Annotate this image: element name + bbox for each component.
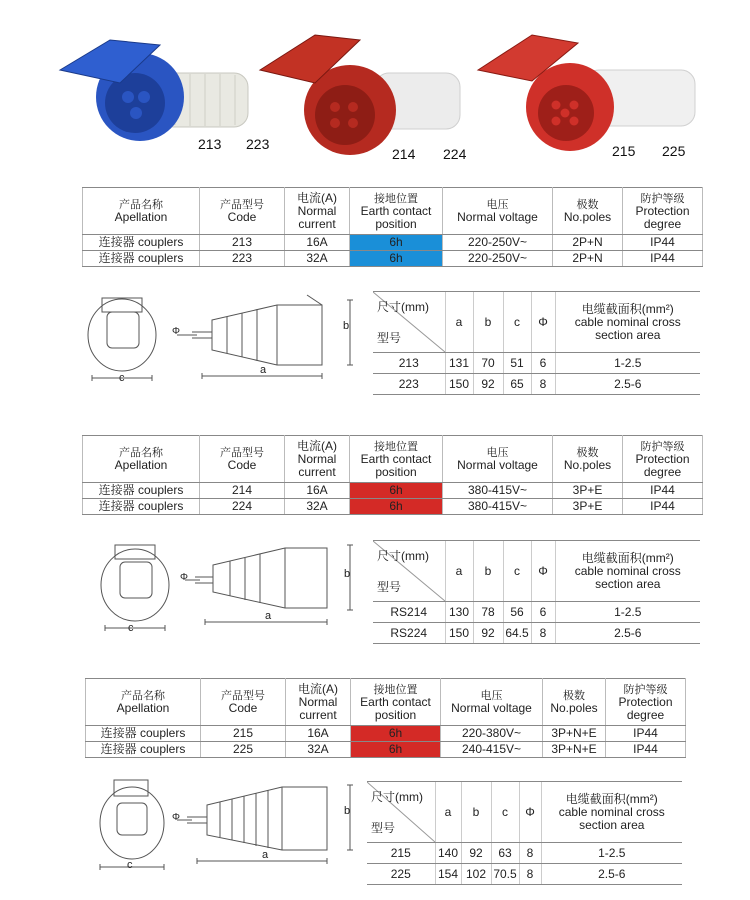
name-cell: 连接器 couplers (83, 499, 200, 515)
dimension-drawing-3 (92, 775, 372, 875)
apellation-header: 产品名称 Apellation (83, 436, 200, 483)
drawing-label-a: a (265, 610, 272, 622)
size-model-header: 尺寸(mm) 型号 (373, 541, 445, 602)
table-row (86, 742, 686, 758)
cable-header: 电缆截面积(mm²) cable nominal cross section area (555, 541, 700, 602)
poles-header: 极数 No.poles (553, 188, 623, 235)
model-cell: 215 (367, 843, 435, 864)
code-label-225: 225 (662, 143, 686, 159)
name-cell: 连接器 couplers (83, 483, 200, 499)
a-cell: 140 (435, 843, 461, 864)
phi-cell: 6 (531, 602, 555, 623)
poles-cell: 3P+E (553, 499, 623, 515)
c-cell: 64.5 (503, 623, 531, 644)
voltage-cell: 380-415V~ (443, 499, 553, 515)
b-cell: 78 (473, 602, 503, 623)
current-cell: 16A (285, 235, 350, 251)
product-photo-214-224 (255, 25, 465, 155)
drawing-label-b: b (344, 568, 351, 580)
name-cell: 连接器 couplers (83, 235, 200, 251)
table-row (373, 353, 700, 374)
ip-cell: IP44 (623, 235, 703, 251)
earth-cell: 6h (351, 742, 441, 758)
code-cell: 214 (200, 483, 285, 499)
table-row (83, 251, 703, 267)
b-cell: 92 (473, 623, 503, 644)
size-model-header: 尺寸(mm) 型号 (367, 782, 435, 843)
b-cell: 70 (473, 353, 503, 374)
cable-cell: 2.5-6 (555, 623, 700, 644)
code-label-214: 214 (392, 146, 416, 162)
phi-cell: 6 (531, 353, 555, 374)
name-cell: 连接器 couplers (86, 726, 201, 742)
model-cell: RS224 (373, 623, 445, 644)
poles-cell: 2P+N (553, 235, 623, 251)
poles-header: 极数 No.poles (553, 436, 623, 483)
apellation-header: 产品名称 Apellation (86, 679, 201, 726)
code-header: 产品型号 Code (201, 679, 286, 726)
spec-table-1 (82, 187, 703, 267)
voltage-header: 电压 Normal voltage (441, 679, 543, 726)
poles-cell: 2P+N (553, 251, 623, 267)
c-cell: 65 (503, 374, 531, 395)
drawing-label-phi: Φ (180, 572, 188, 583)
size-model-header: 尺寸(mm) 型号 (373, 292, 445, 353)
code-label-223: 223 (246, 136, 270, 152)
cable-cell: 1-2.5 (541, 843, 682, 864)
earth-cell: 6h (350, 235, 443, 251)
a-cell: 130 (445, 602, 473, 623)
table-row (83, 483, 703, 499)
protection-header: 防护等级 Protection degree (623, 436, 703, 483)
drawing-label-c: c (119, 372, 125, 384)
table-row (373, 602, 700, 623)
earth-header: 接地位置 Earth contact position (350, 188, 443, 235)
cable-cell: 2.5-6 (541, 864, 682, 885)
protection-header: 防护等级 Protection degree (606, 679, 686, 726)
drawing-label-phi: Φ (172, 326, 180, 337)
table-row (367, 843, 682, 864)
voltage-cell: 220-250V~ (443, 235, 553, 251)
name-cell: 连接器 couplers (86, 742, 201, 758)
cable-cell: 2.5-6 (555, 374, 700, 395)
voltage-header: 电压 Normal voltage (443, 436, 553, 483)
dim-header-row (373, 541, 700, 602)
current-header: 电流(A) Normal current (286, 679, 351, 726)
model-cell: 223 (373, 374, 445, 395)
cable-cell: 1-2.5 (555, 602, 700, 623)
ip-cell: IP44 (623, 483, 703, 499)
b-cell: 92 (461, 843, 491, 864)
code-header: 产品型号 Code (200, 188, 285, 235)
dimension-drawing-2 (95, 540, 375, 640)
b-cell: 102 (461, 864, 491, 885)
current-header: 电流(A) Normal current (285, 188, 350, 235)
phi-cell: 8 (531, 623, 555, 644)
a-cell: 154 (435, 864, 461, 885)
earth-header: 接地位置 Earth contact position (350, 436, 443, 483)
cable-cell: 1-2.5 (555, 353, 700, 374)
current-cell: 32A (285, 251, 350, 267)
dim-phi-header: Φ (519, 782, 541, 843)
dim-c-header: c (491, 782, 519, 843)
a-cell: 131 (445, 353, 473, 374)
c-cell: 56 (503, 602, 531, 623)
ip-cell: IP44 (606, 742, 686, 758)
dimension-table-2 (373, 540, 700, 644)
code-cell: 213 (200, 235, 285, 251)
voltage-cell: 380-415V~ (443, 483, 553, 499)
current-cell: 32A (285, 499, 350, 515)
dim-c-header: c (503, 292, 531, 353)
code-cell: 223 (200, 251, 285, 267)
code-label-213: 213 (198, 136, 222, 152)
table-row (367, 864, 682, 885)
current-cell: 32A (286, 742, 351, 758)
c-cell: 63 (491, 843, 519, 864)
drawing-label-a: a (260, 364, 267, 376)
dim-a-header: a (435, 782, 461, 843)
voltage-cell: 220-250V~ (443, 251, 553, 267)
earth-header: 接地位置 Earth contact position (351, 679, 441, 726)
drawing-label-b: b (343, 320, 350, 332)
poles-cell: 3P+N+E (543, 726, 606, 742)
poles-cell: 3P+N+E (543, 742, 606, 758)
dimension-drawing-1 (82, 290, 372, 390)
drawing-label-phi: Φ (172, 812, 180, 823)
dim-phi-header: Φ (531, 292, 555, 353)
dim-b-header: b (461, 782, 491, 843)
spec-header-row (86, 679, 686, 726)
code-cell: 224 (200, 499, 285, 515)
earth-cell: 6h (351, 726, 441, 742)
phi-cell: 8 (519, 843, 541, 864)
protection-header: 防护等级 Protection degree (623, 188, 703, 235)
spec-table-2 (82, 435, 703, 515)
code-header: 产品型号 Code (200, 436, 285, 483)
phi-cell: 8 (519, 864, 541, 885)
dim-b-header: b (473, 541, 503, 602)
dim-a-header: a (445, 292, 473, 353)
dim-a-header: a (445, 541, 473, 602)
current-cell: 16A (286, 726, 351, 742)
table-row (373, 623, 700, 644)
code-cell: 225 (201, 742, 286, 758)
table-row (86, 726, 686, 742)
poles-cell: 3P+E (553, 483, 623, 499)
table-row (83, 499, 703, 515)
dimension-table-3 (367, 781, 682, 885)
spec-header-row (83, 188, 703, 235)
voltage-cell: 240-415V~ (441, 742, 543, 758)
dimension-table-1 (373, 291, 700, 395)
current-cell: 16A (285, 483, 350, 499)
ip-cell: IP44 (623, 251, 703, 267)
voltage-header: 电压 Normal voltage (443, 188, 553, 235)
dim-phi-header: Φ (531, 541, 555, 602)
model-cell: 225 (367, 864, 435, 885)
earth-cell: 6h (350, 499, 443, 515)
a-cell: 150 (445, 623, 473, 644)
code-label-224: 224 (443, 146, 467, 162)
drawing-label-c: c (127, 859, 133, 871)
code-cell: 215 (201, 726, 286, 742)
model-cell: RS214 (373, 602, 445, 623)
cable-header: 电缆截面积(mm²) cable nominal cross section area (555, 292, 700, 353)
code-label-215: 215 (612, 143, 636, 159)
dim-b-header: b (473, 292, 503, 353)
apellation-header: 产品名称 Apellation (83, 188, 200, 235)
drawing-label-b: b (344, 805, 351, 817)
name-cell: 连接器 couplers (83, 251, 200, 267)
a-cell: 150 (445, 374, 473, 395)
phi-cell: 8 (531, 374, 555, 395)
spec-header-row (83, 436, 703, 483)
model-cell: 213 (373, 353, 445, 374)
poles-header: 极数 No.poles (543, 679, 606, 726)
earth-cell: 6h (350, 251, 443, 267)
dim-header-row (367, 782, 682, 843)
c-cell: 70.5 (491, 864, 519, 885)
table-row (83, 235, 703, 251)
cable-header: 电缆截面积(mm²) cable nominal cross section area (541, 782, 682, 843)
current-header: 电流(A) Normal current (285, 436, 350, 483)
dim-header-row (373, 292, 700, 353)
dim-c-header: c (503, 541, 531, 602)
ip-cell: IP44 (623, 499, 703, 515)
product-photo-215-225 (470, 25, 700, 155)
earth-cell: 6h (350, 483, 443, 499)
c-cell: 51 (503, 353, 531, 374)
spec-table-3 (85, 678, 686, 758)
b-cell: 92 (473, 374, 503, 395)
drawing-label-a: a (262, 849, 269, 861)
ip-cell: IP44 (606, 726, 686, 742)
voltage-cell: 220-380V~ (441, 726, 543, 742)
drawing-label-c: c (128, 622, 134, 634)
table-row (373, 374, 700, 395)
